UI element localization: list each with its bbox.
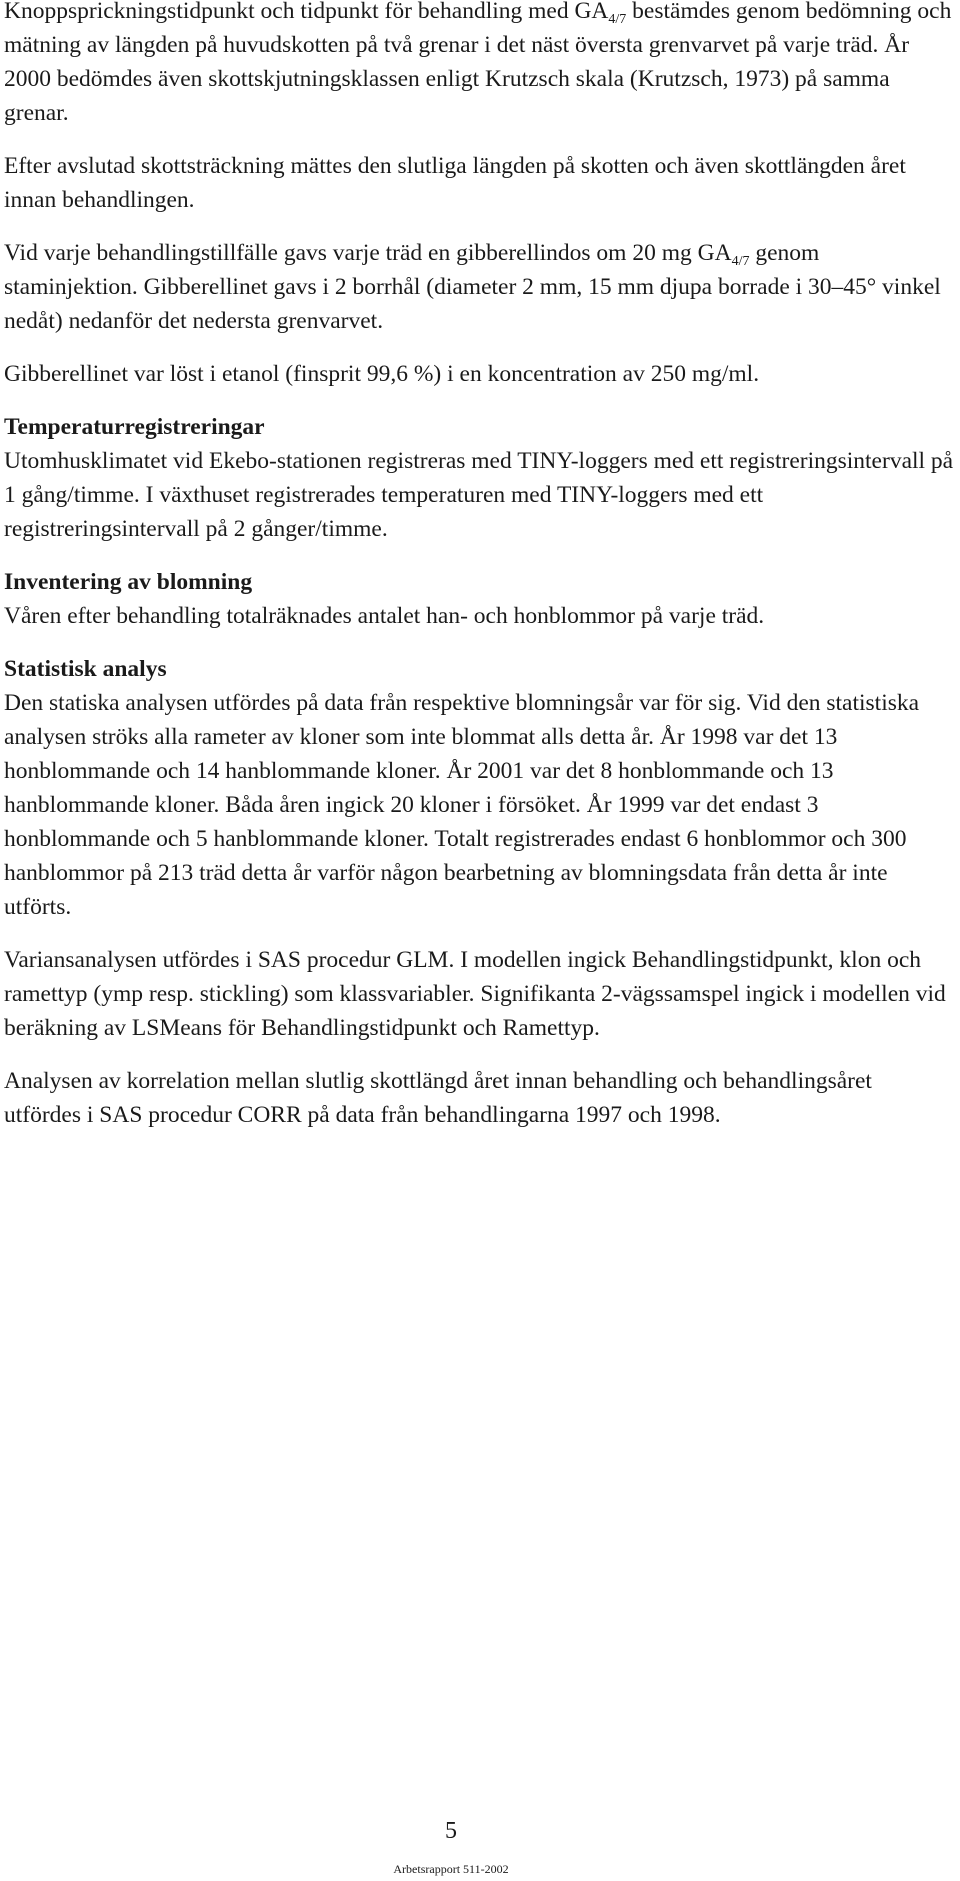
ga-subscript: 4/7 bbox=[731, 254, 750, 269]
paragraph-statistics-2: Variansanalysen utfördes i SAS procedur GLM. I modellen ingick Behandlingstidpunkt, klon och ramettyp (ymp resp. stickling) som klassvariabler. Signifikanta 2-vägssamspel ingick i modellen vid beräkning av LSMeans för Behandlingstidpunkt och Ramettyp. bbox=[4, 947, 946, 1041]
paragraph-shoot-length: Efter avslutad skottsträckning mättes den slutliga längden på skotten och även skottlängden året innan behandlingen. bbox=[4, 153, 906, 213]
heading-temperature: Temperaturregistreringar bbox=[4, 414, 265, 440]
paragraph-temperature: Utomhusklimatet vid Ekebo-stationen registreras med TINY-loggers med ett registreringsintervall på 1 gång/timme. I växthuset registrerades temperaturen med TINY-loggers med ett registreringsintervall på 2 gånger/timme. bbox=[4, 448, 954, 542]
paragraph-bud-burst-text-end: bestämdes genom bedömning och mätning av längden på huvudskotten på två grenar i det näst översta grenvarvet på varje träd. År 2000 bedömdes även skottskjutningsklassen enligt Krutzsch skala (Krutzsch, 1973) på samma grenar. bbox=[4, 0, 952, 126]
paragraph-bud-burst bbox=[4, 0, 954, 130]
paragraph-statistics-1: Den statiska analysen utfördes på data från respektive blomningsår var för sig. Vid den statistiska analysen ströks alla rameter av kloner som inte blommat alls detta år. År 1998 var det 13 honblommande och 14 hanblommande kloner. År 2001 var det 8 honblommande och 13 hanblommande kloner. Båda åren ingick 20 kloner i försöket. År 1999 var det endast 3 honblommande och 5 hanblommande kloner. Totalt registrerades endast 6 honblommor och 300 hanblommor på 213 träd detta år varför någon bearbetning av blomningsdata från detta år inte utförts. bbox=[4, 690, 920, 920]
heading-flowering: Inventering av blomning bbox=[4, 569, 253, 595]
paragraph-gibberellin-dose-text-start: Vid varje behandlingstillfälle gavs varje träd en gibberellindos om 20 mg GA bbox=[4, 240, 732, 266]
paragraph-gibberellin-dose-text-end: genom staminjektion. Gibberellinet gavs i 2 borrhål (diameter 2 mm, 15 mm djupa borrade i 30–45° vinkel nedåt) nedanför det nedersta grenvarvet. bbox=[4, 240, 941, 334]
paragraph-flowering: Våren efter behandling totalräknades antalet han- och honblommor på varje träd. bbox=[4, 603, 765, 629]
report-footer: Arbetsrapport 511-2002 bbox=[393, 1862, 509, 1876]
paragraph-ethanol-solution: Gibberellinet var löst i etanol (finsprit 99,6 %) i en koncentration av 250 mg/ml. bbox=[4, 361, 760, 387]
paragraph-bud-burst-text-start: Knoppsprickningstidpunkt och tidpunkt för behandling med GA bbox=[4, 0, 609, 24]
page-number: 5 bbox=[445, 1818, 457, 1844]
ga-subscript: 4/7 bbox=[608, 12, 627, 27]
heading-statistics: Statistisk analys bbox=[4, 656, 167, 682]
paragraph-statistics-3: Analysen av korrelation mellan slutlig skottlängd året innan behandling och behandlingsåret utfördes i SAS procedur CORR på data från behandlingarna 1997 och 1998. bbox=[4, 1068, 872, 1128]
paragraph-gibberellin-dose bbox=[4, 236, 954, 338]
document-body bbox=[4, 0, 954, 1151]
